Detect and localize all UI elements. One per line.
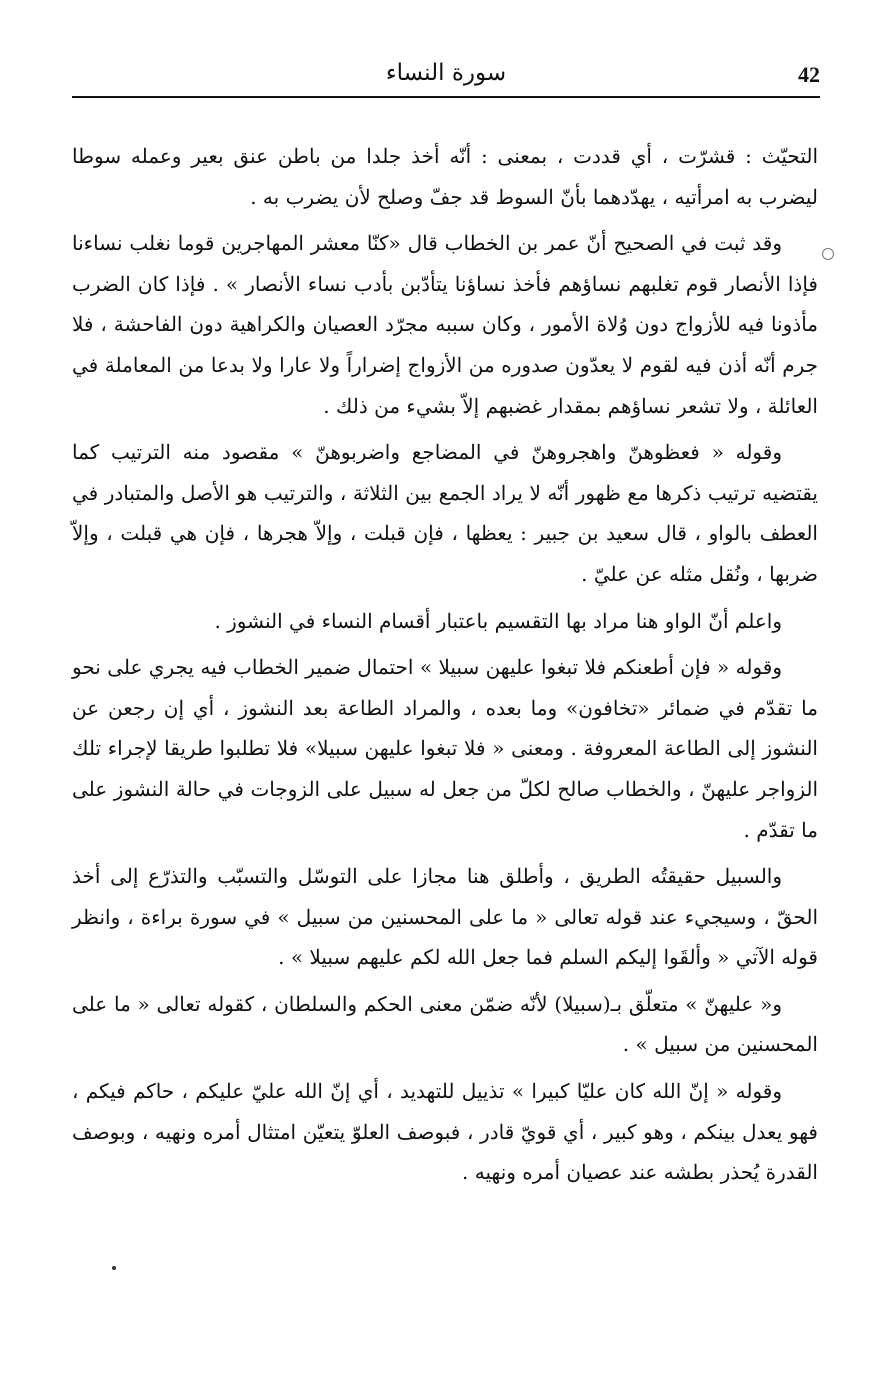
body-text [72, 136, 818, 1199]
paragraph: وقوله « فإن أطعنكم فلا تبغوا عليهن سبيلا » احتمال ضمير الخطاب فيه يجري على نحو ما تقدّم في ضمائر «تخافون» وما بعده ، والمراد الطاعة بعد النشوز ، أي إن رجعن عن النشوز إلى الطاعة المعروفة . ومعنى « فلا تبغوا عليهن سبيلا» فلا تطلبوا طريقا لإجراء تلك الزواجر عليهنّ ، والخطاب صالح لكلّ من جعل له سبيل على الزوجات في حالة النشوز على ما تقدّم . [72, 655, 819, 842]
paragraph: و« عليهنّ » متعلّق بـ(سبيلا) لأنّه ضمّن معنى الحكم والسلطان ، كقوله تعالى « ما على المحسنين من سبيل » . [72, 991, 818, 1057]
running-title: سورة النساء [385, 60, 507, 86]
paragraph: وقوله « إنّ الله كان عليّا كبيرا » تذييل للتهديد ، أي إنّ الله عليّ عليكم ، حاكم فيكم ، فهو يعدل بينكم ، وهو كبير ، أي قويّ قادر ، فبوصف العلوّ يتعيّن امتثال أمره ونهيه ، وبوصف القدرة يُحذر بطشه عند عصيان أمره ونهيه . [72, 1079, 818, 1185]
paragraph: واعلم أنّ الواو هنا مراد بها التقسيم باعتبار أقسام النساء في النشوز . [214, 608, 782, 633]
page-header [72, 52, 820, 98]
paragraph: وقوله « فعظوهنّ واهجروهنّ في المضاجع واضربوهنّ » مقصود منه الترتيب كما يقتضيه ترتيب ذكرها مع ظهور أنّه لا يراد الجمع بين الثلاثة ، والترتيب هو الأصل والمتبادر في العطف بالواو ، قال سعيد بن جبير : يعظها ، فإن قبلت ، وإلاّ هجرها ، فإن هي قبلت ، وإلاّ ضربها ، ونُقل مثله عن عليّ . [72, 440, 818, 586]
page-number: 42 [798, 62, 820, 87]
margin-mark [822, 248, 834, 260]
header-rule [72, 96, 820, 98]
paragraph: وقد ثبت في الصحيح أنّ عمر بن الخطاب قال «كنّا معشر المهاجرين قوما نغلب نساءنا فإذا الأنصار قوم تغلبهم نساؤهم فأخذ نساؤنا يتأدّبن بأدب نساء الأنصار » . فإذا كان الضرب مأذونا فيه للأزواج دون وُلاة الأمور ، وكان سببه مجرّد العصيان والكراهية دون الفاحشة ، فلا جرم أنّه أذن فيه لقوم لا يعدّون صدوره من الأزواج إضراراً ولا عارا ولا بدعا من المعاملة في العائلة ، ولا تشعر نساؤهم بمقدار غضبهم إلاّ بشيء من ذلك . [72, 231, 818, 418]
stray-dot [112, 1266, 116, 1270]
paragraph: التحيّث : قشرّت ، أي قددت ، بمعنى : أنّه أخذ جلدا من باطن عنق بعير وعمله سوطا ليضرب به امرأتيه ، يهدّدهما بأنّ السوط قد جفّ وصلح لأن يضرب به . [72, 144, 818, 209]
paragraph: والسبيل حقيقتُه الطريق ، وأطلق هنا مجازا على التوسّل والتسبّب والتذرّع إلى أخذ الحقّ ، وسيجيء عند قوله تعالى « ما على المحسنين من سبيل » في سورة براءة ، وانظر قوله الآتي « وألقَوا إليكم السلم فما جعل الله لكم عليهم سبيلا » . [72, 864, 818, 970]
